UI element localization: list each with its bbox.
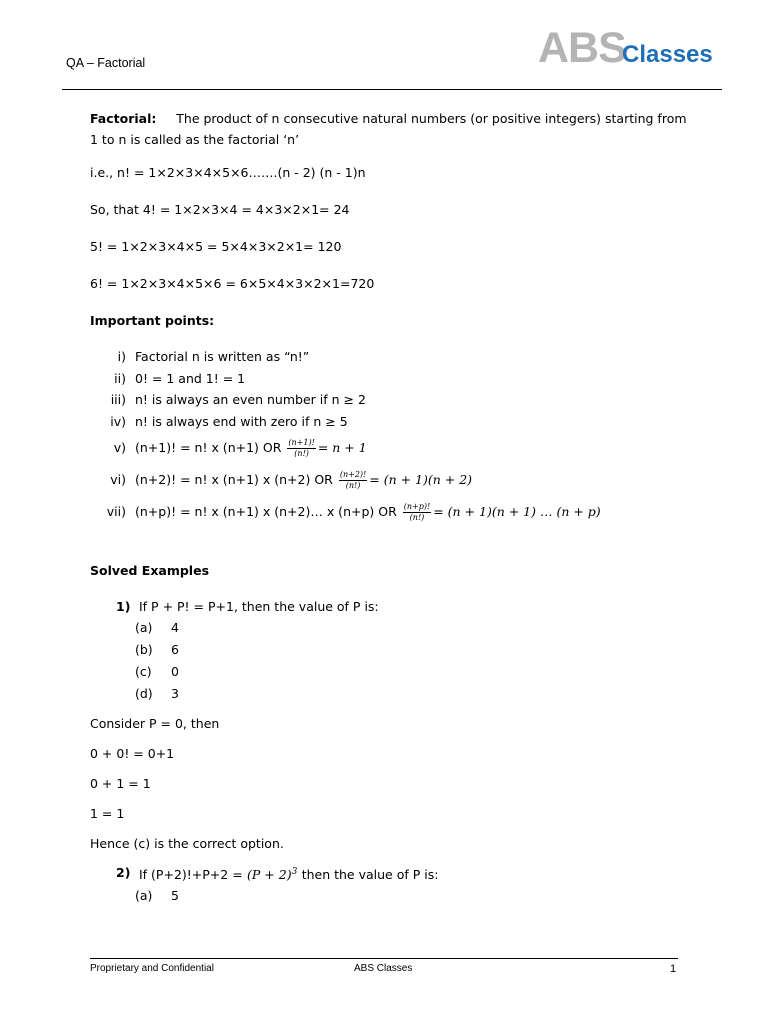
fraction: $\frac{(n+p)!}{(n!)}$ <box>403 502 431 522</box>
option: (c) 0 <box>135 664 179 679</box>
list-item: iii) n! is always an even number if n ≥ 2 <box>110 392 366 407</box>
footer-center: ABS Classes <box>354 963 413 974</box>
document-body <box>90 108 690 907</box>
list-item: i) Factorial n is written as “n!” <box>117 349 310 364</box>
option: (d) 3 <box>135 686 179 701</box>
list-item: v) (n+1)! = n! x (n+1) OR $\frac{(n+1)!}{(n!)}$ = n + 1 <box>113 438 367 458</box>
solution-line: 1 = 1 <box>90 806 125 821</box>
solution-line: 0 + 0! = 0+1 <box>90 746 175 761</box>
important-points-list <box>90 346 690 528</box>
question-1-options <box>90 617 690 705</box>
logo-classes-text: Classes <box>622 41 713 68</box>
header-title: QA – Factorial <box>66 56 146 70</box>
solution-line: 0 + 1 = 1 <box>90 776 151 791</box>
factorial-line: So, that 4! = 1×2×3×4 = 4×3×2×1= 24 <box>90 202 350 217</box>
question-2-options <box>90 885 690 907</box>
fraction: $\frac{(n+2)!}{(n!)}$ <box>339 470 367 490</box>
option: (b) 6 <box>135 642 179 657</box>
page-number: 1 <box>670 963 677 975</box>
footer-rule <box>90 958 678 959</box>
fraction: $\frac{(n+1)!}{(n!)}$ <box>288 438 315 458</box>
definition-text: The product of n consecutive natural numbers (or positive integers) starting from 1 to n is called as the factorial ‘n’ <box>90 111 687 147</box>
solution-line: Hence (c) is the correct option. <box>90 836 284 851</box>
list-item: vi) (n+2)! = n! x (n+1) x (n+2) OR $\frac{(n+2)!}{(n!)}$ = (n + 1)(n + 2) <box>110 470 473 490</box>
list-item: iv) n! is always end with zero if n ≥ 5 <box>110 413 348 429</box>
definition-term: Factorial: <box>90 111 157 126</box>
solution-line: Consider P = 0, then <box>90 716 220 731</box>
footer-left: Proprietary and Confidential <box>90 963 214 974</box>
factorial-line: i.e., n! = 1×2×3×4×5×6…….(n - 2) (n - 1)n <box>90 165 366 180</box>
solved-heading: Solved Examples <box>90 563 210 578</box>
definition-paragraph <box>90 108 690 150</box>
option: (a) 4 <box>135 620 179 635</box>
important-heading: Important points: <box>90 313 215 328</box>
factorial-line: 5! = 1×2×3×4×5 = 5×4×3×2×1= 120 <box>90 239 342 254</box>
question-1: 1) If P + P! = P+1, then the value of P is: <box>116 599 379 614</box>
list-item: vii) (n+p)! = n! x (n+1) x (n+2)… x (n+p) OR $\frac{(n+p)!}{(n!)}$ = (n + 1)(n + 1) … (n + p) <box>106 502 601 522</box>
option: (a) 5 <box>135 888 179 904</box>
question-2: 2) If $(P+2)!+P+2 = (P + 2)^3$ then the value of P is: <box>116 865 439 883</box>
factorial-line: 6! = 1×2×3×4×5×6 = 6×5×4×3×2×1=720 <box>90 276 375 291</box>
header-rule <box>62 89 722 90</box>
list-item: ii) 0! = 1 and 1! = 1 <box>114 370 246 386</box>
logo-abs-text: ABS <box>538 24 626 72</box>
abs-classes-logo <box>538 26 738 70</box>
